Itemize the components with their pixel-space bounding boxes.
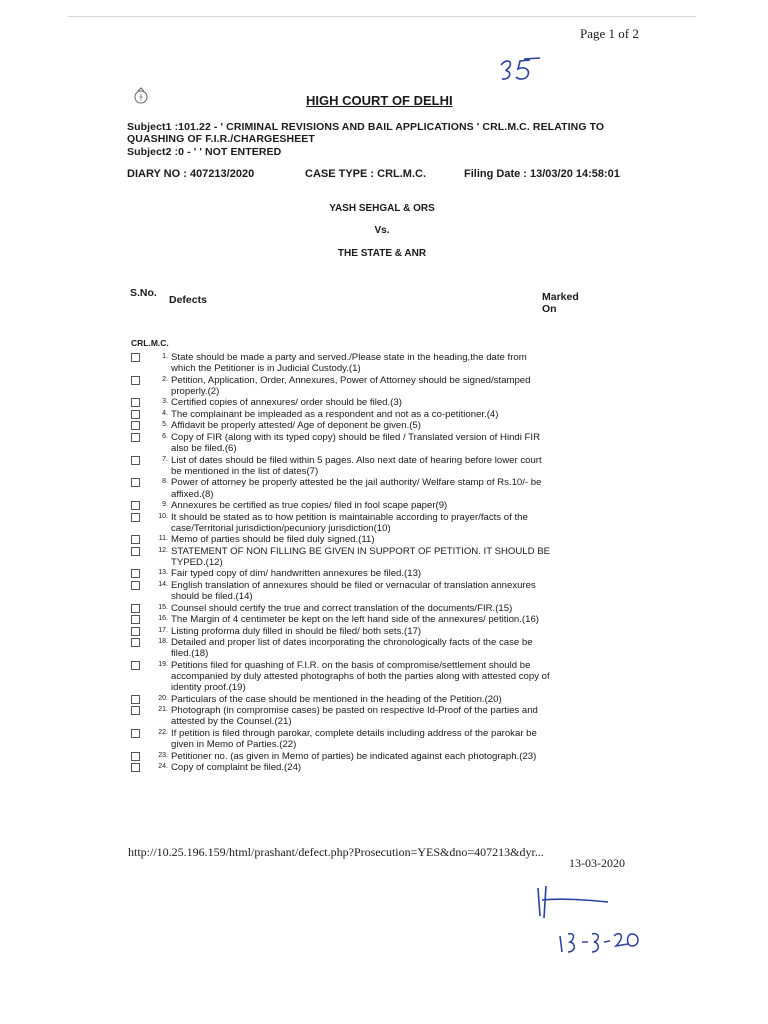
defect-row [131,614,551,625]
defect-row [131,500,551,511]
defect-text: STATEMENT OF NON FILLING BE GIVEN IN SUPPORT OF PETITION. IT SHOULD BE TYPED.(12) [171,545,551,568]
defect-text: State should be made a party and served./Please state in the heading,the date from which the Petitioner is in Judicial Custody.(1) [171,352,527,375]
defect-row [131,762,551,773]
defect-checkbox[interactable] [131,535,140,544]
defect-text: The complainant be impleaded as a respondent and not as a co-petitioner.(4) [171,408,499,420]
marked-on-header: On [542,303,557,315]
defect-row [131,352,551,374]
defect-checkbox[interactable] [131,433,140,442]
defect-text: It should be stated as to how petition is maintainable according to prayer/facts of the case/Territorial jurisdiction/pecuniory jurisdiction(10) [171,511,528,534]
defect-checkbox[interactable] [131,695,140,704]
defect-text: Affidavit be properly attested/ Age of deponent be given.(5) [171,420,421,432]
defect-number: 4. [162,409,168,417]
defect-number: 20. [158,694,168,702]
defect-number: 9. [162,501,168,509]
defect-row [131,660,551,694]
defect-number: 23. [158,751,168,759]
defect-row [131,375,551,397]
court-title: HIGH COURT OF DELHI [306,93,453,108]
footer-url: http://10.25.196.159/html/prashant/defect.php?Prosecution=YES&dno=407213&dyr... [128,845,544,859]
court-emblem-icon [132,86,150,106]
defect-number: 2. [162,375,168,383]
defect-checkbox[interactable] [131,581,140,590]
versus-label: Vs. [374,225,390,236]
case-type: CASE TYPE : CRL.M.C. [305,168,427,180]
defect-row [131,694,551,705]
defect-row [131,455,551,477]
defect-text: Detailed and proper list of dates incorporating the chronologically facts of the case be filed.(18) [171,637,533,660]
defect-text: If petition is filed through parokar, complete details including address of the parokar be given in Memo of Parties.(22) [171,727,537,751]
defect-row [131,409,551,420]
defect-checkbox[interactable] [131,501,140,510]
defects-header: Defects [169,294,207,306]
defect-row [131,546,551,568]
defect-row [131,420,551,431]
printed-date: 13-03-2020 [569,856,625,870]
respondent-name: THE STATE & ANR [337,248,427,259]
defect-number: 16. [158,615,168,623]
defect-checkbox[interactable] [131,661,140,670]
defect-text: Counsel should certify the true and correct translation of the documents/FIR.(15) [171,602,513,614]
diary-number: DIARY NO : 407213/2020 [127,168,255,180]
marked-header: Marked [542,291,579,303]
handwritten-page-number [498,56,542,86]
defect-checkbox[interactable] [131,615,140,624]
defect-row [131,432,551,454]
defect-text: Listing proforma duly filled in should be filed/ both sets.(17) [171,625,422,637]
petitioner-name: YASH SEHGAL & ORS [329,203,435,214]
defect-text: English translation of annexures should be filed or vernacular of translation annexures should be filed.(14) [171,579,536,603]
defect-row [131,728,551,750]
defect-number: 12. [158,546,168,554]
defect-checkbox[interactable] [131,569,140,578]
defect-number: 11. [158,535,168,543]
defect-number: 6. [162,432,168,440]
defect-number: 7. [162,455,168,463]
defect-text: Memo of parties should be filed duly signed.(11) [171,534,375,546]
sno-header: S.No. [130,287,157,299]
defect-checkbox[interactable] [131,456,140,465]
defect-number: 5. [162,421,168,429]
defect-text: Copy of FIR (along with its typed copy) should be filed / Translated version of Hindi FIR also be filed.(6) [171,431,540,455]
subject1-line1: Subject1 :101.22 - ' CRIMINAL REVISIONS AND BAIL APPLICATIONS ' CRL.M.C. RELATING TO [127,121,605,133]
defect-row [131,512,551,534]
signature-with-date [530,880,650,960]
defect-text: Petitions filed for quashing of F.I.R. on the basis of compromise/settlement should be accompanied by duly attested photographs of both the parties along with attested copy of identity proof.(19) [171,659,550,694]
defect-checkbox[interactable] [131,752,140,761]
defect-checkbox[interactable] [131,627,140,636]
defect-number: 3. [162,398,168,406]
defect-text: The Margin of 4 centimeter be kept on the left hand side of the annexures/ petition.(16) [171,614,539,626]
defect-number: 14. [158,580,168,588]
defect-checkbox[interactable] [131,376,140,385]
defect-checkbox[interactable] [131,513,140,522]
defect-checkbox[interactable] [131,410,140,419]
defect-checkbox[interactable] [131,353,140,362]
subject2: Subject2 :0 - ' ' NOT ENTERED [127,146,282,158]
defect-number: 13. [158,569,168,577]
top-rule [68,16,696,17]
defect-text: Certified copies of annexures/ order should be filed.(3) [171,397,402,409]
defect-text: Fair typed copy of dim/ handwritten annexures be filed.(13) [171,568,422,580]
defect-row [131,534,551,545]
defect-row [131,397,551,408]
defect-number: 18. [158,638,168,646]
page-number: Page 1 of 2 [580,26,639,41]
defect-row [131,477,551,499]
defect-number: 19. [158,660,168,668]
defect-row [131,751,551,762]
defect-row [131,705,551,727]
defect-text: Photograph (in compromise cases) be pasted on respective Id-Proof of the parties and attested by the Counsel.(21) [171,705,538,728]
defect-text: Copy of complaint be filed.(24) [171,762,302,774]
section-label: CRL.M.C. [131,338,169,348]
defect-number: 15. [158,603,168,611]
defect-row [131,637,551,659]
defect-row [131,603,551,614]
defect-number: 8. [162,478,168,486]
defect-text: Power of attorney be properly attested be the jail authority/ Welfare stamp of Rs.10/- be affixed.(8) [171,477,542,500]
defect-checkbox[interactable] [131,706,140,715]
defect-number: 1. [162,353,168,360]
subject1-line2: QUASHING OF F.I.R./CHARGESHEET [127,133,315,145]
defect-number: 21. [158,706,168,714]
defect-text: List of dates should be filed within 5 pages. Also next date of hearing before lower court be mentioned in the list of dates(7) [171,454,542,477]
defect-checkbox[interactable] [131,604,140,613]
defect-checkbox[interactable] [131,547,140,556]
defect-row [131,580,551,602]
defect-text: Petitioner no. (as given in Memo of parties) be indicated against each photograph.(23) [171,750,537,762]
defect-checkbox[interactable] [131,478,140,487]
defect-number: 22. [158,728,168,736]
defect-number: 24. [158,763,168,771]
defect-text: Annexures be certified as true copies/ filed in fool scape paper(9) [171,500,448,512]
defect-checkbox[interactable] [131,398,140,407]
defect-row [131,568,551,579]
filing-date: Filing Date : 13/03/20 14:58:01 [464,168,620,180]
defect-checkbox[interactable] [131,729,140,738]
defect-number: 10. [158,512,168,520]
defect-row [131,626,551,637]
defect-checkbox[interactable] [131,638,140,647]
defect-list [131,352,551,822]
defect-checkbox[interactable] [131,421,140,430]
defect-text: Petition, Application, Order, Annexures, Power of Attorney should be signed/stamped properly.(2) [171,374,531,397]
defect-text: Particulars of the case should be mentioned in the heading of the Petition.(20) [171,693,502,705]
defect-number: 17. [158,626,168,634]
defect-checkbox[interactable] [131,763,140,772]
